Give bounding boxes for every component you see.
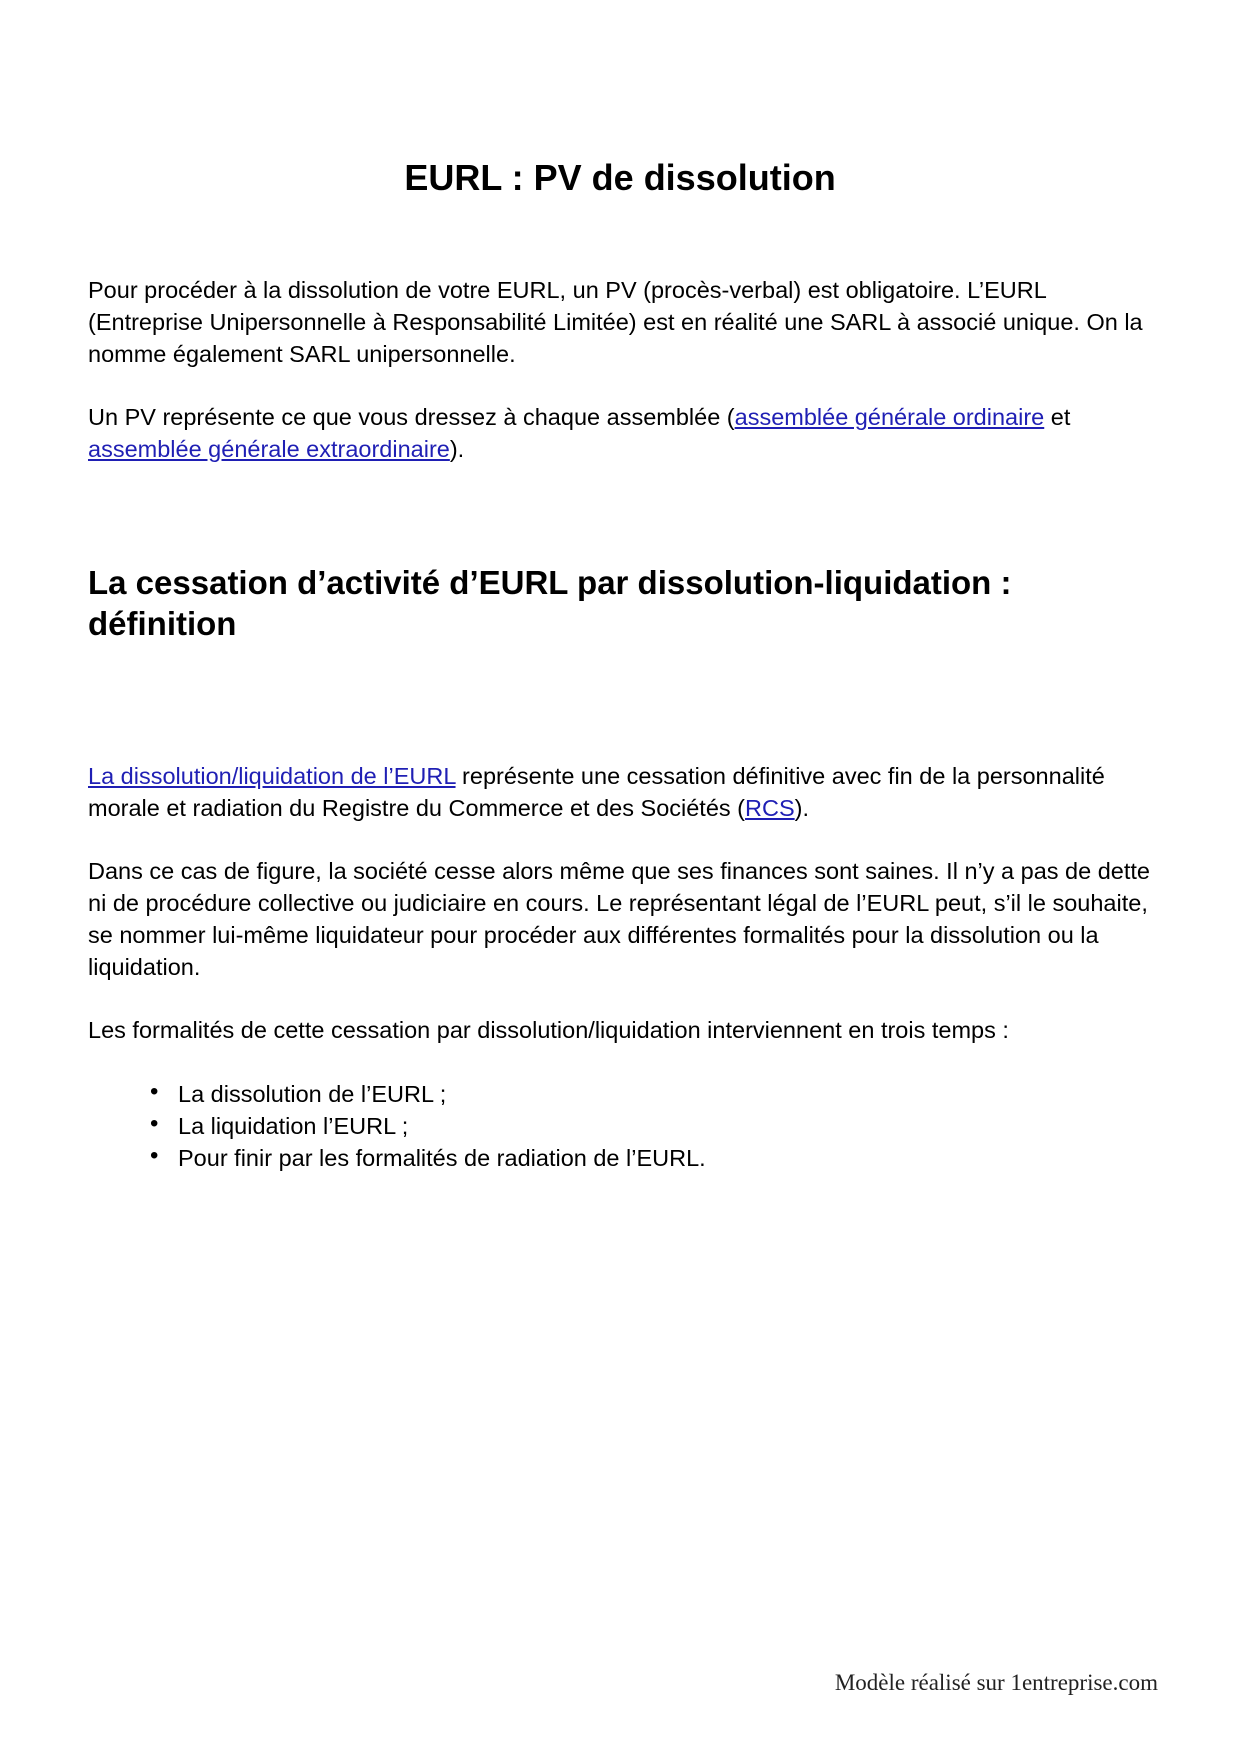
page-title: EURL : PV de dissolution — [404, 157, 836, 198]
definition-text: représente une cessation définitive avec fin de la personnalité morale et radiation du Registre du Commerce et des Sociétés ( — [88, 763, 1105, 821]
bullet-icon: • — [150, 1078, 159, 1105]
formalities-paragraph: Les formalités de cette cessation par dissolution/liquidation interviennent en trois temps : — [88, 1017, 1009, 1043]
pv-text-before: Un PV représente ce que vous dressez à chaque assemblée ( — [88, 404, 735, 430]
list-item-text: La dissolution de l’EURL ; — [178, 1081, 447, 1107]
bullet-icon: • — [150, 1142, 159, 1169]
pv-text-mid: et — [1044, 404, 1071, 430]
footer-credit: Modèle réalisé sur 1entreprise.com — [834, 1670, 1158, 1695]
section-heading: La cessation d’activité d’EURL par dissolution-liquidation : définition — [88, 564, 1012, 642]
link-assemblee-ordinaire[interactable]: assemblée générale ordinaire — [734, 404, 1045, 430]
link-rcs[interactable]: RCS — [745, 795, 795, 821]
pv-text-after: ). — [449, 436, 465, 462]
pv-paragraph — [88, 401, 1163, 465]
intro-paragraph: Pour procéder à la dissolution de votre EURL, un PV (procès-verbal) est obligatoire. L’EURL (Entreprise Unipersonnelle à Responsabilité Limitée) est en réalité une SARL à associé unique. On la nomme également SARL unipersonnelle. — [88, 277, 1143, 367]
list-item-text: Pour finir par les formalités de radiation de l’EURL. — [178, 1145, 706, 1171]
definition-text-after: ). — [794, 795, 809, 821]
case-paragraph: Dans ce cas de figure, la société cesse alors même que ses finances sont saines. Il n’y a pas de dette ni de procédure collective ou judiciaire en cours. Le représentant légal de l’EURL peut, s’il le souhaite, se nommer lui-même liquidateur pour procéder aux différentes formalités pour la dissolution ou la liquidation. — [88, 858, 1150, 980]
list-item — [150, 1142, 706, 1174]
formalities-list — [150, 1078, 706, 1174]
list-item — [150, 1110, 706, 1142]
link-assemblee-extraordinaire[interactable]: assemblée générale extraordinaire — [88, 436, 450, 462]
list-item-text: La liquidation l’EURL ; — [178, 1113, 409, 1139]
list-item — [150, 1078, 706, 1110]
bullet-icon: • — [150, 1110, 159, 1137]
link-dissolution-liquidation[interactable]: La dissolution/liquidation de l’EURL — [88, 763, 456, 789]
definition-paragraph — [88, 760, 1163, 824]
